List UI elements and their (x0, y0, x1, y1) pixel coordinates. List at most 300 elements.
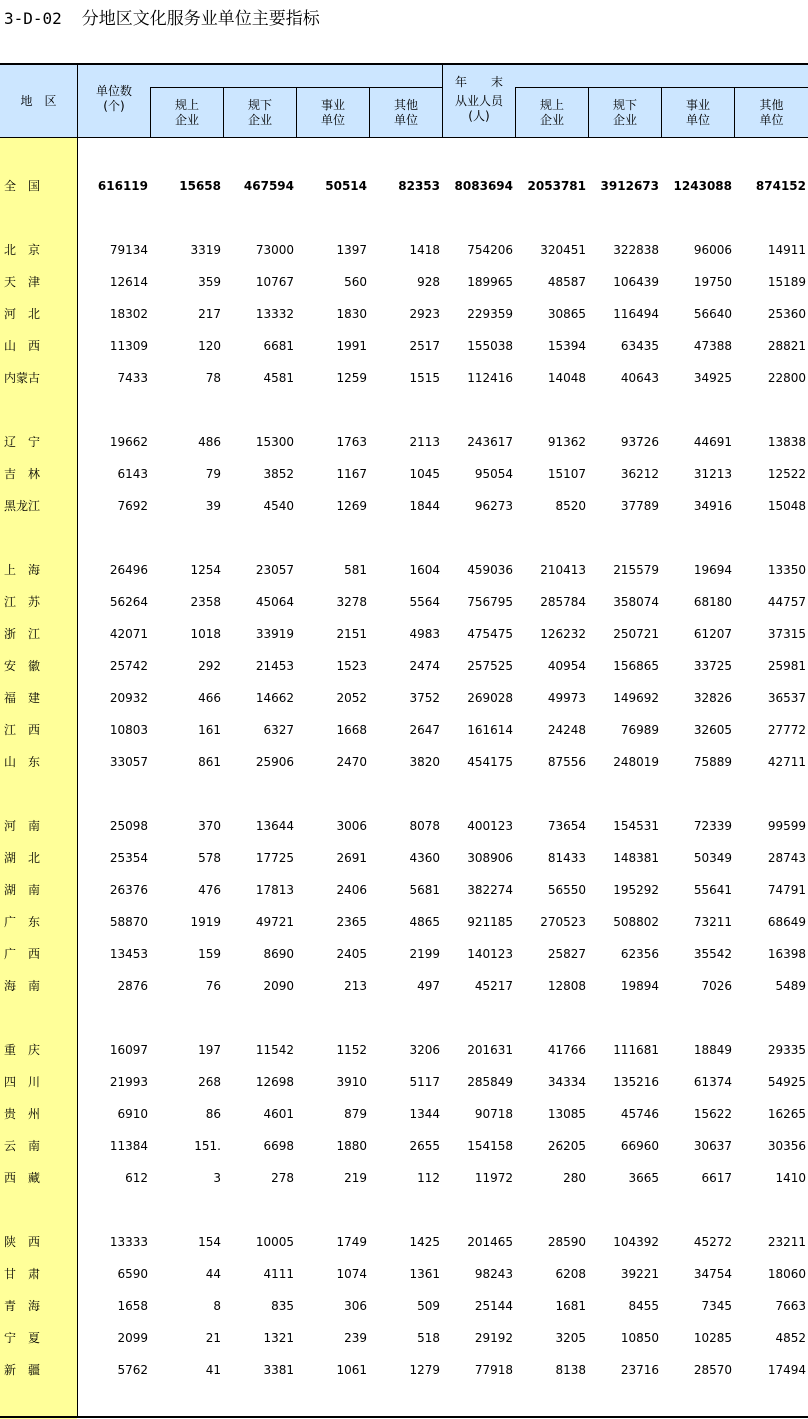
cell-value: 25981 (767, 659, 806, 673)
region-name: 宁 夏 (4, 1331, 41, 1345)
cell-value: 45272 (693, 1235, 732, 1249)
cell-value: 4360 (409, 851, 440, 865)
cell-value: 27772 (767, 723, 806, 737)
table-row (0, 752, 808, 772)
cell-value: 34334 (547, 1075, 586, 1089)
cell-value: 1061 (336, 1363, 367, 1377)
cell-value: 3 (213, 1171, 221, 1185)
cell-value: 10850 (620, 1331, 659, 1345)
cell-value: 72339 (693, 819, 732, 833)
cell-value: 3206 (409, 1043, 440, 1057)
cell-value: 68649 (767, 915, 806, 929)
cell-value: 1018 (190, 627, 221, 641)
cell-value: 13350 (767, 563, 806, 577)
cell-value: 37789 (620, 499, 659, 513)
cell-value: 2113 (409, 435, 440, 449)
cell-value: 400123 (467, 819, 513, 833)
cell-value: 268 (198, 1075, 221, 1089)
cell-value: 201631 (467, 1043, 513, 1057)
cell-value: 154 (198, 1235, 221, 1249)
table-row (0, 1072, 808, 1092)
cell-value: 126232 (540, 627, 586, 641)
cell-value: 1243088 (673, 179, 732, 193)
cell-value: 1344 (409, 1107, 440, 1121)
cell-value: 73654 (547, 819, 586, 833)
cell-value: 73000 (255, 243, 294, 257)
region-name: 贵 州 (4, 1107, 41, 1121)
table-code: 3-D-02 (4, 9, 62, 28)
cell-value: 518 (417, 1331, 440, 1345)
cell-value: 8078 (409, 819, 440, 833)
cell-value: 62356 (620, 947, 659, 961)
cell-value: 382274 (467, 883, 513, 897)
cell-value: 215579 (613, 563, 659, 577)
cell-value: 13453 (109, 947, 148, 961)
cell-value: 90718 (474, 1107, 513, 1121)
cell-value: 28743 (767, 851, 806, 865)
region-name: 广 东 (4, 915, 41, 929)
cell-value: 13644 (255, 819, 294, 833)
table-row (0, 432, 808, 452)
cell-value: 66960 (620, 1139, 659, 1153)
table-row (0, 720, 808, 740)
cell-value: 358074 (613, 595, 659, 609)
cell-value: 15300 (255, 435, 294, 449)
region-name: 陕 西 (4, 1235, 41, 1249)
cell-value: 1749 (336, 1235, 367, 1249)
cell-value: 12522 (767, 467, 806, 481)
header-units-below-scale: 规下 企业 (247, 98, 272, 127)
cell-value: 1045 (409, 467, 440, 481)
region-name: 山 东 (4, 755, 41, 769)
rule-col-2 (150, 87, 151, 138)
header-employees-public-institutions: 事业 单位 (685, 98, 710, 127)
region-name: 青 海 (4, 1299, 41, 1313)
region-name: 西 藏 (4, 1171, 41, 1185)
cell-value: 3006 (336, 819, 367, 833)
cell-value: 56550 (547, 883, 586, 897)
cell-value: 306 (344, 1299, 367, 1313)
cell-value: 201465 (467, 1235, 513, 1249)
cell-value: 359 (198, 275, 221, 289)
cell-value: 1991 (336, 339, 367, 353)
cell-value: 23057 (255, 563, 294, 577)
cell-value: 17725 (255, 851, 294, 865)
cell-value: 26376 (109, 883, 148, 897)
table-row (0, 368, 808, 388)
cell-value: 96273 (474, 499, 513, 513)
cell-value: 159 (198, 947, 221, 961)
cell-value: 16398 (767, 947, 806, 961)
cell-value: 197 (198, 1043, 221, 1057)
cell-value: 25144 (474, 1299, 513, 1313)
cell-value: 486 (198, 435, 221, 449)
region-name: 湖 北 (4, 851, 41, 865)
cell-value: 11972 (474, 1171, 513, 1185)
cell-value: 77918 (474, 1363, 513, 1377)
table-row (0, 336, 808, 356)
cell-value: 2655 (409, 1139, 440, 1153)
cell-value: 161 (198, 723, 221, 737)
cell-value: 257525 (467, 659, 513, 673)
table-row (0, 1232, 808, 1252)
cell-value: 29335 (767, 1043, 806, 1057)
cell-value: 3319 (190, 243, 221, 257)
cell-value: 7345 (701, 1299, 732, 1313)
cell-value: 154158 (467, 1139, 513, 1153)
header-employees-below-scale: 规下 企业 (612, 98, 637, 127)
header-units-other: 其他 单位 (393, 98, 418, 127)
table-row (0, 1360, 808, 1380)
cell-value: 33725 (693, 659, 732, 673)
cell-value: 140123 (467, 947, 513, 961)
table-row (0, 1168, 808, 1188)
region-name: 江 西 (4, 723, 41, 737)
cell-value: 1830 (336, 307, 367, 321)
cell-value: 25742 (109, 659, 148, 673)
cell-value: 76989 (620, 723, 659, 737)
cell-value: 5117 (409, 1075, 440, 1089)
cell-value: 189965 (467, 275, 513, 289)
cell-value: 1397 (336, 243, 367, 257)
cell-value: 1425 (409, 1235, 440, 1249)
cell-value: 68180 (693, 595, 732, 609)
cell-value: 42071 (109, 627, 148, 641)
cell-value: 2053781 (527, 179, 586, 193)
cell-value: 23716 (620, 1363, 659, 1377)
cell-value: 39221 (620, 1267, 659, 1281)
cell-value: 19662 (109, 435, 148, 449)
cell-value: 81433 (547, 851, 586, 865)
cell-value: 21 (205, 1331, 221, 1345)
table-row (0, 944, 808, 964)
region-column-background (0, 138, 77, 1419)
header-units-public-institutions: 事业 单位 (320, 98, 345, 127)
cell-value: 33057 (109, 755, 148, 769)
cell-value: 120 (198, 339, 221, 353)
cell-value: 278 (271, 1171, 294, 1185)
cell-value: 1668 (336, 723, 367, 737)
cell-value: 61374 (693, 1075, 732, 1089)
cell-value: 2090 (263, 979, 294, 993)
cell-value: 76 (205, 979, 221, 993)
cell-value: 2365 (336, 915, 367, 929)
region-name: 重 庆 (4, 1043, 41, 1057)
cell-value: 1658 (117, 1299, 148, 1313)
cell-value: 93726 (620, 435, 659, 449)
cell-value: 1763 (336, 435, 367, 449)
cell-value: 7433 (117, 371, 148, 385)
cell-value: 612 (125, 1171, 148, 1185)
table-row (0, 592, 808, 612)
cell-value: 3665 (628, 1171, 659, 1185)
cell-value: 874152 (755, 179, 806, 193)
cell-value: 285784 (540, 595, 586, 609)
cell-value: 25354 (109, 851, 148, 865)
cell-value: 155038 (467, 339, 513, 353)
cell-value: 24248 (547, 723, 586, 737)
cell-value: 32605 (693, 723, 732, 737)
cell-value: 6590 (117, 1267, 148, 1281)
cell-value: 148381 (613, 851, 659, 865)
region-name: 广 西 (4, 947, 41, 961)
cell-value: 112 (417, 1171, 440, 1185)
cell-value: 61207 (693, 627, 732, 641)
cell-value: 56640 (693, 307, 732, 321)
cell-value: 26496 (109, 563, 148, 577)
cell-value: 3381 (263, 1363, 294, 1377)
region-name: 内蒙古 (4, 371, 41, 385)
region-name: 甘 肃 (4, 1267, 41, 1281)
rule-col-4 (296, 87, 297, 138)
cell-value: 34925 (693, 371, 732, 385)
cell-value: 13838 (767, 435, 806, 449)
table-row (0, 656, 808, 676)
cell-value: 1167 (336, 467, 367, 481)
cell-value: 18060 (767, 1267, 806, 1281)
cell-value: 8520 (555, 499, 586, 513)
region-name: 云 南 (4, 1139, 41, 1153)
cell-value: 40954 (547, 659, 586, 673)
header-employees-total-top: 年 末 (454, 74, 503, 89)
cell-value: 10803 (109, 723, 148, 737)
cell-value: 6327 (263, 723, 294, 737)
cell-value: 78 (205, 371, 221, 385)
cell-value: 7692 (117, 499, 148, 513)
region-name: 福 建 (4, 691, 41, 705)
cell-value: 79 (205, 467, 221, 481)
cell-value: 35542 (693, 947, 732, 961)
table-row (0, 1040, 808, 1060)
cell-value: 45217 (474, 979, 513, 993)
cell-value: 25360 (767, 307, 806, 321)
cell-value: 1361 (409, 1267, 440, 1281)
region-name: 浙 江 (4, 627, 41, 641)
cell-value: 2517 (409, 339, 440, 353)
cell-value: 42711 (767, 755, 806, 769)
cell-value: 11309 (109, 339, 148, 353)
cell-value: 63435 (620, 339, 659, 353)
cell-value: 15622 (693, 1107, 732, 1121)
cell-value: 4865 (409, 915, 440, 929)
cell-value: 91362 (547, 435, 586, 449)
cell-value: 10767 (255, 275, 294, 289)
cell-value: 2406 (336, 883, 367, 897)
cell-value: 18849 (693, 1043, 732, 1057)
cell-value: 1152 (336, 1043, 367, 1057)
cell-value: 219 (344, 1171, 367, 1185)
cell-value: 95054 (474, 467, 513, 481)
cell-value: 2405 (336, 947, 367, 961)
cell-value: 13333 (109, 1235, 148, 1249)
header-employees-other: 其他 单位 (759, 98, 784, 127)
cell-value: 8690 (263, 947, 294, 961)
cell-value: 3910 (336, 1075, 367, 1089)
cell-value: 75889 (693, 755, 732, 769)
cell-value: 48587 (547, 275, 586, 289)
cell-value: 25098 (109, 819, 148, 833)
table-row (0, 240, 808, 260)
cell-value: 13085 (547, 1107, 586, 1121)
cell-value: 616119 (97, 179, 148, 193)
cell-value: 82353 (398, 179, 440, 193)
cell-value: 49721 (255, 915, 294, 929)
cell-value: 754206 (467, 243, 513, 257)
cell-value: 50514 (325, 179, 367, 193)
cell-value: 2474 (409, 659, 440, 673)
cell-value: 58870 (109, 915, 148, 929)
cell-value: 466 (198, 691, 221, 705)
cell-value: 25906 (255, 755, 294, 769)
cell-value: 2876 (117, 979, 148, 993)
rule-col-6 (442, 64, 443, 138)
header-employees-total: 从业人员 (人) (454, 94, 503, 123)
region-name: 天 津 (4, 275, 41, 289)
cell-value: 308906 (467, 851, 513, 865)
table-row (0, 1296, 808, 1316)
cell-value: 106439 (613, 275, 659, 289)
cell-value: 15048 (767, 499, 806, 513)
cell-value: 79134 (109, 243, 148, 257)
cell-value: 86 (205, 1107, 221, 1121)
cell-value: 229359 (467, 307, 513, 321)
table-row-total (0, 176, 808, 196)
table-row (0, 816, 808, 836)
cell-value: 475475 (467, 627, 513, 641)
cell-value: 322838 (613, 243, 659, 257)
cell-value: 8 (213, 1299, 221, 1313)
cell-value: 1880 (336, 1139, 367, 1153)
cell-value: 217 (198, 307, 221, 321)
cell-value: 50349 (693, 851, 732, 865)
table-row (0, 848, 808, 868)
cell-value: 4983 (409, 627, 440, 641)
cell-value: 928 (417, 275, 440, 289)
cell-value: 34754 (693, 1267, 732, 1281)
cell-value: 459036 (467, 563, 513, 577)
cell-value: 243617 (467, 435, 513, 449)
table-row (0, 464, 808, 484)
cell-value: 1321 (263, 1331, 294, 1345)
cell-value: 18302 (109, 307, 148, 321)
cell-value: 11542 (255, 1043, 294, 1057)
rule-top (0, 63, 808, 65)
cell-value: 156865 (613, 659, 659, 673)
cell-value: 1844 (409, 499, 440, 513)
region-name: 山 西 (4, 339, 41, 353)
cell-value: 454175 (467, 755, 513, 769)
cell-value: 2691 (336, 851, 367, 865)
cell-value: 34916 (693, 499, 732, 513)
cell-value: 56264 (109, 595, 148, 609)
cell-value: 5681 (409, 883, 440, 897)
cell-value: 210413 (540, 563, 586, 577)
table-row (0, 272, 808, 292)
region-name: 河 北 (4, 307, 41, 321)
cell-value: 41766 (547, 1043, 586, 1057)
cell-value: 28821 (767, 339, 806, 353)
cell-value: 1259 (336, 371, 367, 385)
cell-value: 12698 (255, 1075, 294, 1089)
cell-value: 23211 (767, 1235, 806, 1249)
rule-col-3 (223, 87, 224, 138)
cell-value: 47388 (693, 339, 732, 353)
cell-value: 578 (198, 851, 221, 865)
cell-value: 195292 (613, 883, 659, 897)
region-name: 黑龙江 (4, 499, 41, 513)
cell-value: 45746 (620, 1107, 659, 1121)
table-row (0, 624, 808, 644)
cell-value: 33919 (255, 627, 294, 641)
table-row (0, 560, 808, 580)
region-name: 吉 林 (4, 467, 41, 481)
cell-value: 161614 (467, 723, 513, 737)
cell-value: 7026 (701, 979, 732, 993)
cell-value: 28570 (693, 1363, 732, 1377)
cell-value: 6910 (117, 1107, 148, 1121)
cell-value: 2470 (336, 755, 367, 769)
cell-value: 1604 (409, 563, 440, 577)
rule-col-9 (661, 87, 662, 138)
rule-col-10 (734, 87, 735, 138)
cell-value: 5564 (409, 595, 440, 609)
cell-value: 6208 (555, 1267, 586, 1281)
cell-value: 861 (198, 755, 221, 769)
cell-value: 21453 (255, 659, 294, 673)
header-employees-above-scale: 规上 企业 (539, 98, 564, 127)
cell-value: 8455 (628, 1299, 659, 1313)
cell-value: 41 (205, 1363, 221, 1377)
cell-value: 6143 (117, 467, 148, 481)
cell-value: 2647 (409, 723, 440, 737)
cell-value: 44 (205, 1267, 221, 1281)
cell-value: 292 (198, 659, 221, 673)
cell-value: 30865 (547, 307, 586, 321)
cell-value: 73211 (693, 915, 732, 929)
cell-value: 3205 (555, 1331, 586, 1345)
cell-value: 98243 (474, 1267, 513, 1281)
rule-col-5 (369, 87, 370, 138)
cell-value: 1515 (409, 371, 440, 385)
cell-value: 15189 (767, 275, 806, 289)
cell-value: 32826 (693, 691, 732, 705)
cell-value: 3278 (336, 595, 367, 609)
table-row (0, 880, 808, 900)
cell-value: 2199 (409, 947, 440, 961)
region-name: 四 川 (4, 1075, 41, 1089)
table-row (0, 1264, 808, 1284)
page-title (4, 6, 320, 32)
cell-value: 6681 (263, 339, 294, 353)
cell-value: 248019 (613, 755, 659, 769)
cell-value: 21993 (109, 1075, 148, 1089)
header-region: 地 区 (20, 93, 57, 108)
table-row (0, 688, 808, 708)
cell-value: 476 (198, 883, 221, 897)
cell-value: 2099 (117, 1331, 148, 1345)
rule-bottom (0, 1416, 808, 1418)
cell-value: 285849 (467, 1075, 513, 1089)
cell-value: 2358 (190, 595, 221, 609)
cell-value: 3852 (263, 467, 294, 481)
cell-value: 104392 (613, 1235, 659, 1249)
cell-value: 1919 (190, 915, 221, 929)
cell-value: 151. (194, 1139, 221, 1153)
cell-value: 54925 (767, 1075, 806, 1089)
region-name: 新 疆 (4, 1363, 41, 1377)
cell-value: 96006 (693, 243, 732, 257)
region-name: 海 南 (4, 979, 41, 993)
